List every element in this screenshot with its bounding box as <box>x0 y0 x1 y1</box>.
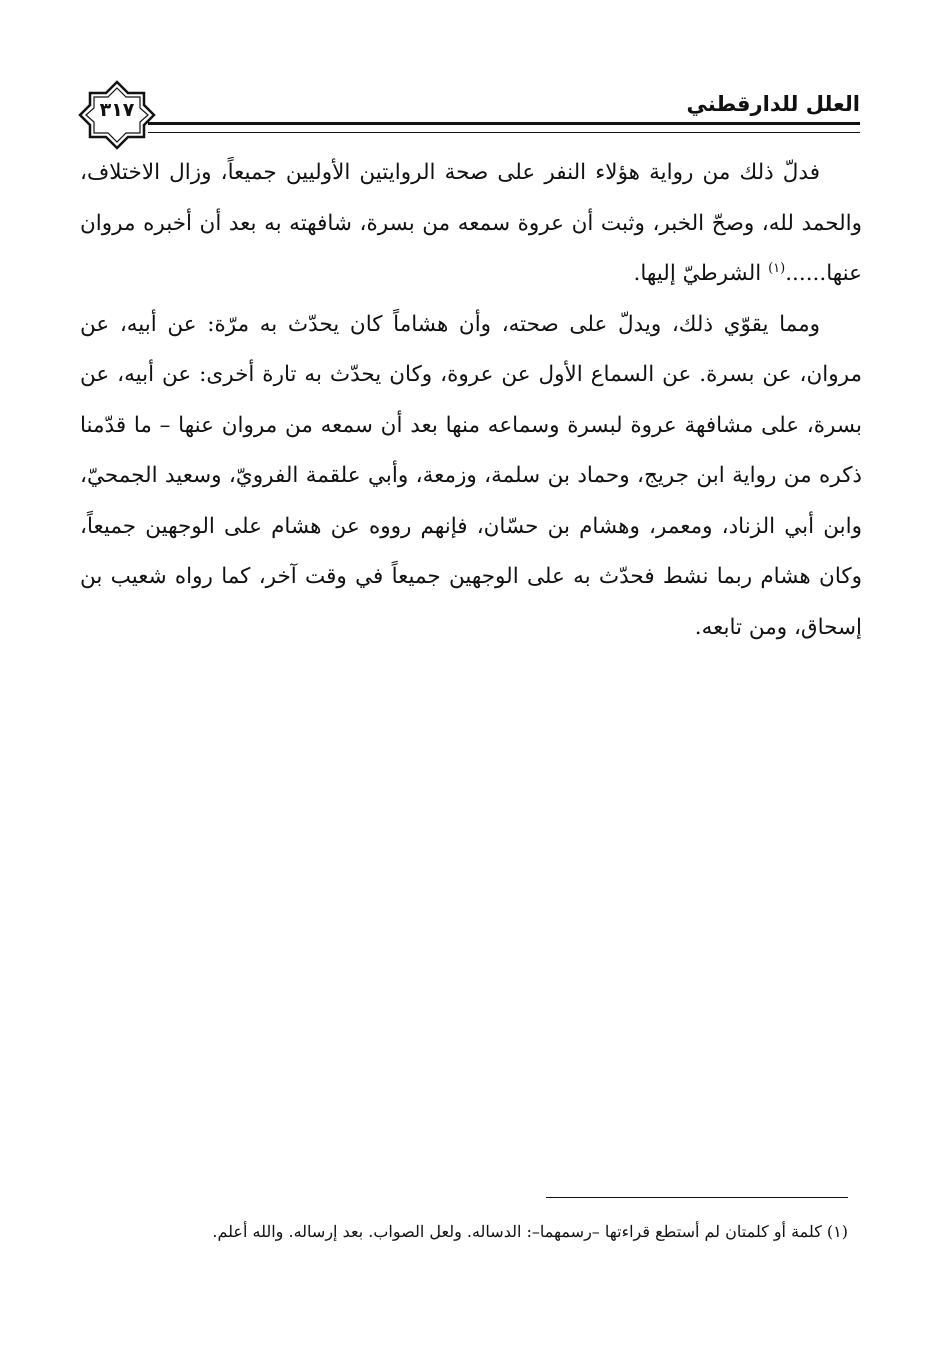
main-text <box>80 148 862 653</box>
header-rule <box>148 122 860 133</box>
paragraph: ومما يقوّي ذلك، ويدلّ على صحته، وأن هشاماً كان يحدّث به مرّة: عن أبيه، عن مروان، عن بسرة. عن السماع الأول عن عروة، وكان يحدّث به تارة أخرى: عن أبيه، عن بسرة، على مشافهة عروة لبسرة وسماعه منها بعد أن سمعه من مروان عنها – ما قدّمنا ذكره من رواية ابن جريج، وحماد بن سلمة، وزمعة، وأبي علقمة الفرويّ، وسعيد الجمحيّ، وابن أبي الزناد، ومعمر، وهشام بن حسّان، فإنهم رووه عن هشام على الوجهين جميعاً، وكان هشام ربما نشط فحدّث به على الوجهين جميعاً في وقت آخر، كما رواه شعيب بن إسحاق، ومن تابعه. <box>80 311 862 640</box>
page-number: ٣١٧ <box>99 99 135 121</box>
page-number-badge <box>78 80 156 150</box>
paragraph-text-end: الشرطيّ إليها. <box>633 261 769 286</box>
paragraph <box>80 148 862 300</box>
page-header <box>78 80 860 150</box>
footnote-separator <box>546 1197 848 1198</box>
book-title: العلل للدارقطني <box>686 92 860 116</box>
paragraph-text: فدلّ ذلك من رواية هؤلاء النفر على صحة الروايتين الأوليين جميعاً، وزال الاختلاف، والحمد لله، وصحّ الخبر، وثبت أن عروة سمعه من بسرة، شافهته به بعد أن أخبره مروان عنها...... <box>80 160 862 286</box>
footnote: (١) كلمة أو كلمتان لم أستطع قراءتها –رسمهما–: الدساله. ولعل الصواب. بعد إرساله. والله أعلم. <box>212 1222 848 1241</box>
footnote-reference: (١) <box>768 260 786 276</box>
